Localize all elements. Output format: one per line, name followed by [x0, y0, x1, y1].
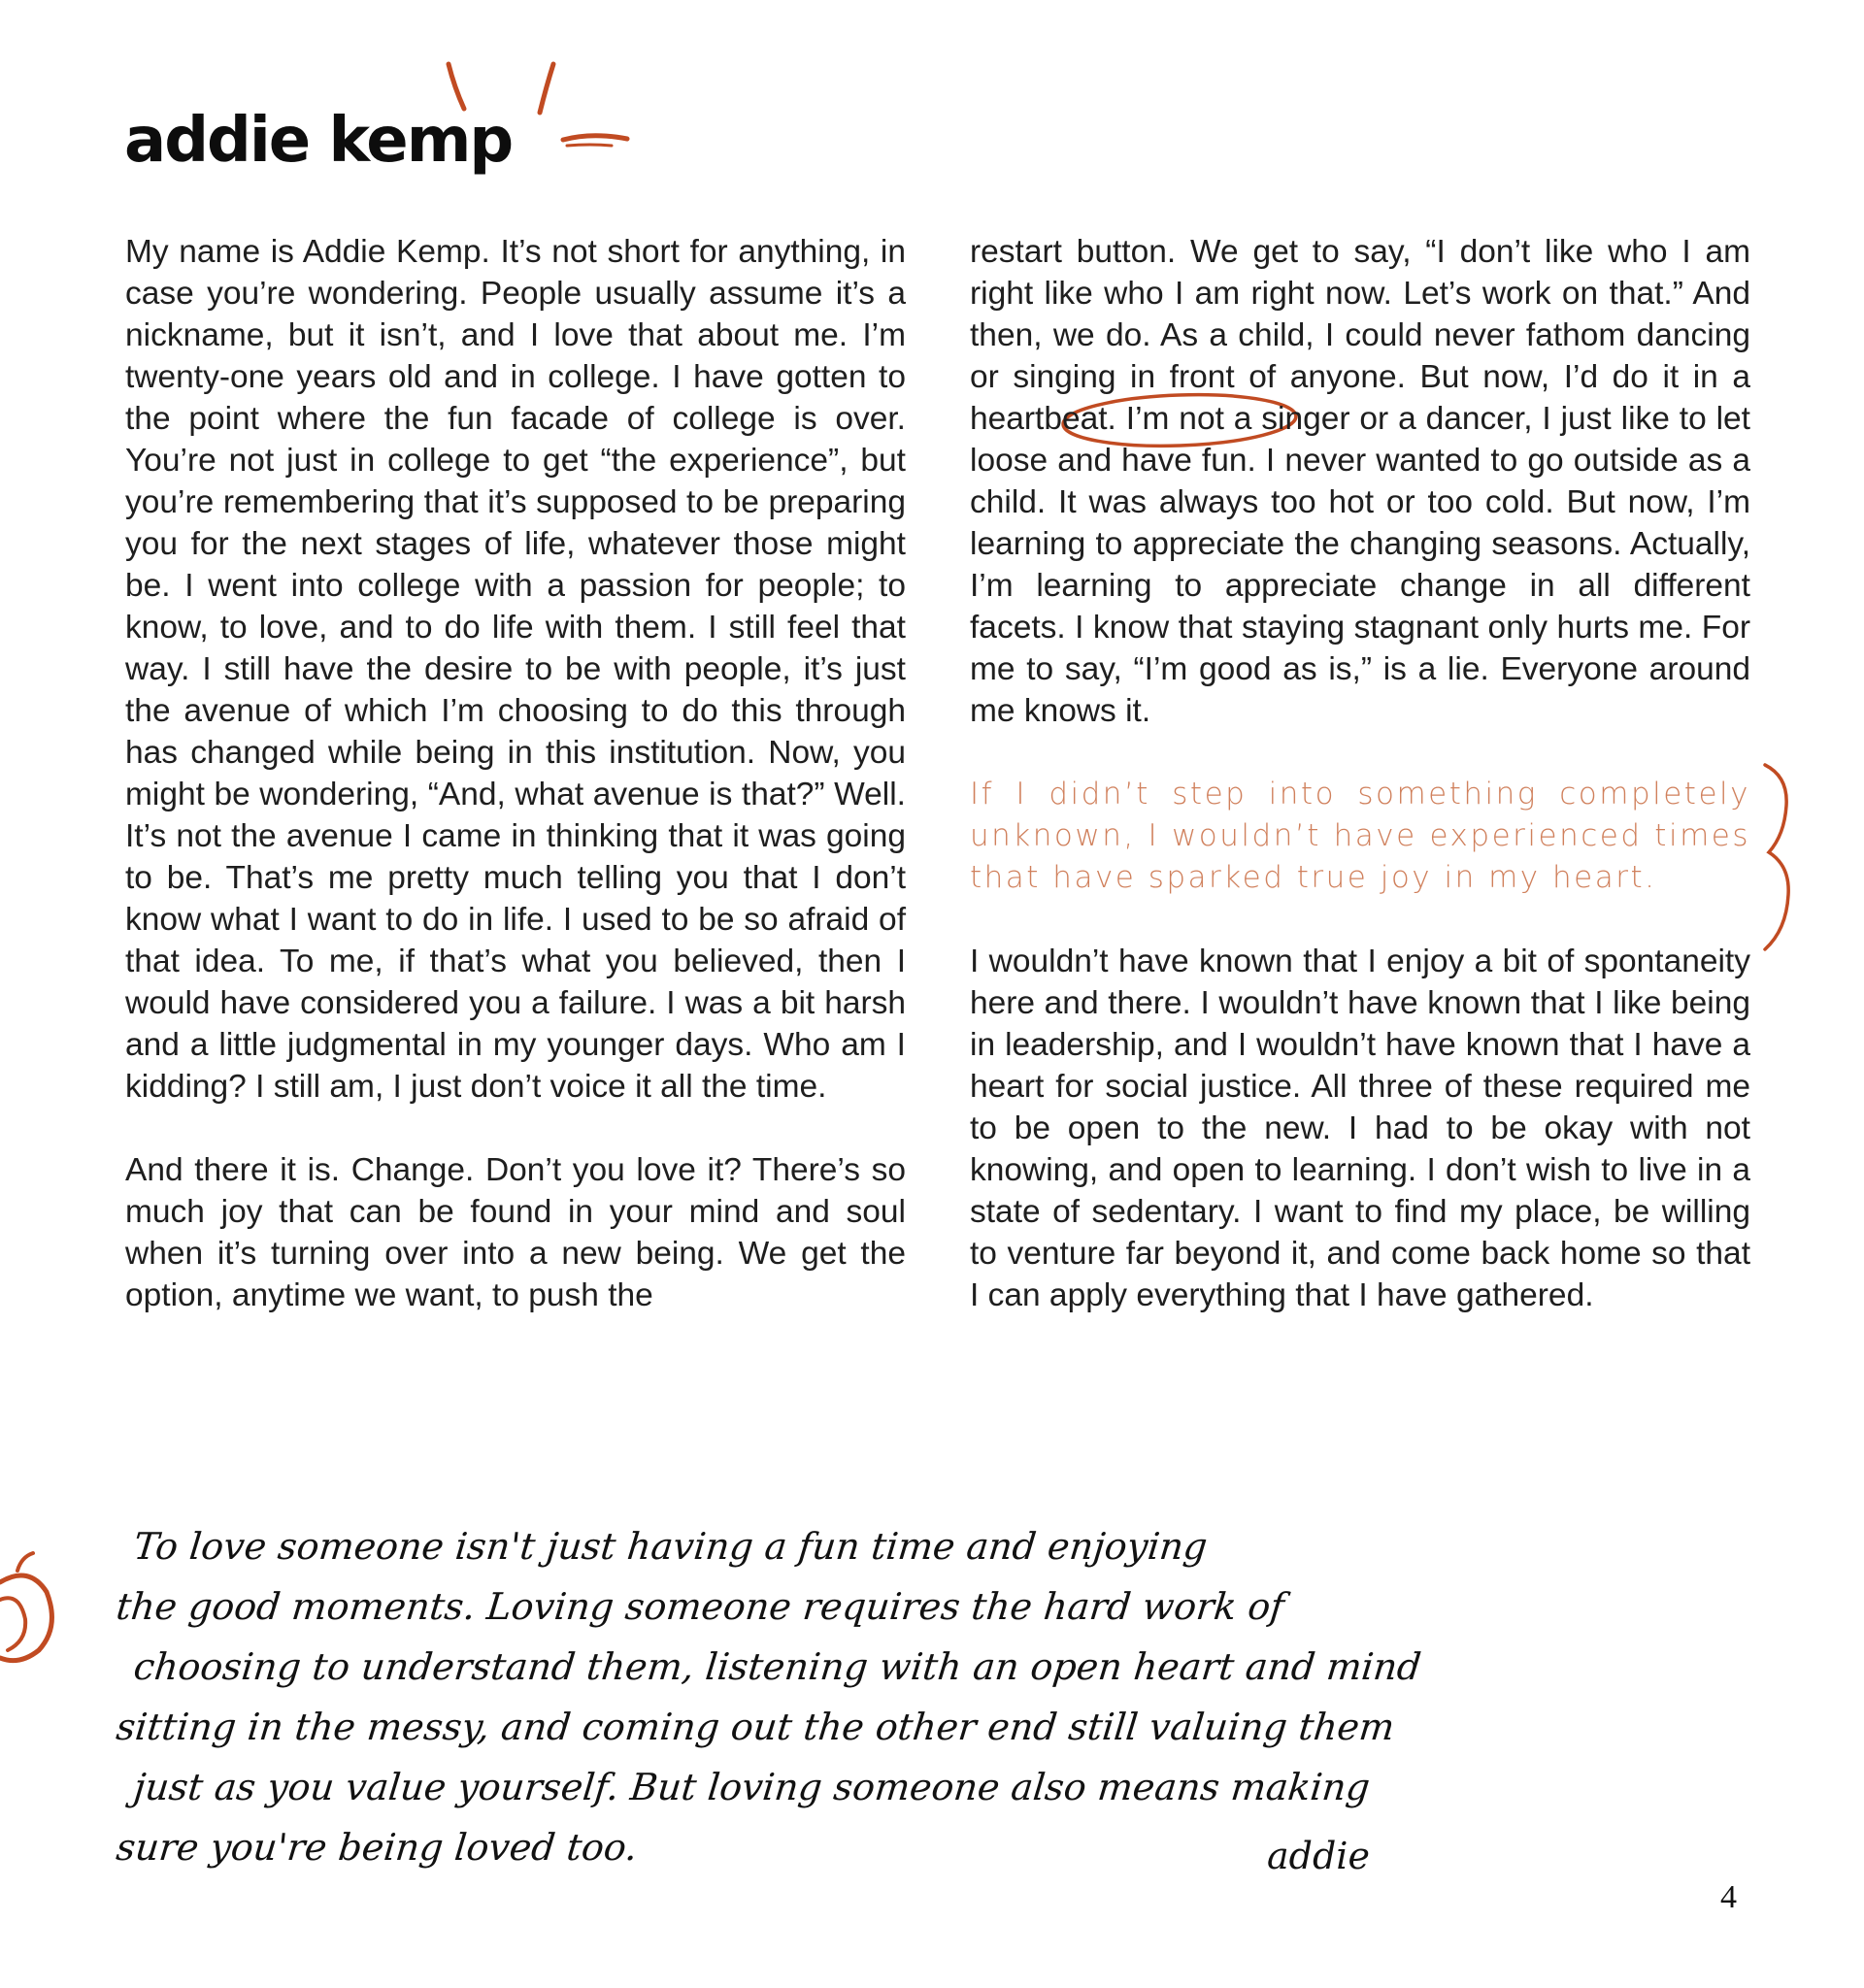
handwritten-line: choosing to understand them, listening with an open heart and mind — [131, 1645, 1423, 1688]
handwritten-note — [116, 1516, 1534, 1877]
handwritten-line: sitting in the messy, and coming out the other end still valuing them — [114, 1706, 1397, 1748]
signature: addie — [1267, 1835, 1370, 1877]
article-column-left — [125, 231, 906, 1358]
handwritten-line: To love someone isn't just having a fun time and enjoying — [131, 1525, 1210, 1568]
handwritten-line: just as you value yourself. But loving someone also means making — [131, 1766, 1373, 1808]
paragraph: I wouldn’t have known that I enjoy a bit of spontaneity here and there. I wouldn’t have known that I like being in leadership, and I wouldn’t have known that I have a heart for social justice. All three of these required me to be open to the new. I had to be okay with not knowing, and open to learning. I don’t wish to live in a state of sedentary. I want to find my place, be willing to venture far beyond it, and come back home so that I can apply everything that I have gathered. — [970, 944, 1750, 1313]
article-column-right — [970, 231, 1750, 1358]
paragraph — [970, 231, 1750, 732]
handwritten-line: the good moments. Loving someone requires the hard work of — [114, 1585, 1286, 1628]
paragraph-text: restart button. We get to say, “I don’t like who I am right like who I am right now. Let’s work on that.” And then, we do. As a child, I could never fathom dancing or singing in front of anyone. But now, I’d do it in — [970, 234, 1750, 395]
page-number: 4 — [1720, 1879, 1737, 1915]
paragraph: And there it is. Change. Don’t you love it? There’s so much joy that can be found in your mind and soul when it’s turning over into a new being. We get the option, anytime we want, to push the — [125, 1152, 906, 1313]
pull-quote: If I didn’t step into something completely unknown, I wouldn’t have experienced times that have sparked true joy in my heart. — [970, 777, 1750, 895]
pumpkin-doodle — [0, 1553, 51, 1661]
handwritten-line: sure you're being loved too. — [114, 1826, 640, 1869]
page-title: addie kemp — [124, 105, 513, 177]
circled-phrase: a heartbeat. — [970, 359, 1750, 437]
paragraph: My name is Addie Kemp. It’s not short for anything, in case you’re wondering. People usually assume it’s a nickname, but it isn’t, and I love that about me. I’m twenty-one years old and in college. I have gotten to the point where the fun facade of college is over. You’re not just in college to get “the experience”, but you’re remembering that it’s supposed to be preparing you for the next stages of life, whatever those might be. I went into college with a passion for people; to know, to love, and to do life with them. I still feel that way. I still have the desire to be with people, it’s just the avenue of which I’m choosing to do this through has changed while being in this institution. Now, you might be wondering, “And, what avenue is that?” Well. It’s not the avenue I came in thinking that it was going to be. That’s me pretty much telling you that I don’t know what I want to do in life. I used to be so afraid of that idea. To me, if that’s what you believed, then I would have considered you a failure. I was a bit harsh and a little judgmental in my younger days. Who am I kidding? I still am, I just don’t voice it all the time. — [125, 234, 906, 1105]
paragraph-text: I’m not a singer or a dancer, I just like to let loose and have fun. I never wanted to go outside as a child. It was always too hot or too cold. But now, I’m learning to appreciate the changing seasons. Actually, I’m learning to appreciate change in all different facets. I know that staying stagnant only hurts me. For me to say, “I’m good as is,” is a lie. Everyone around me knows it. — [970, 401, 1750, 729]
